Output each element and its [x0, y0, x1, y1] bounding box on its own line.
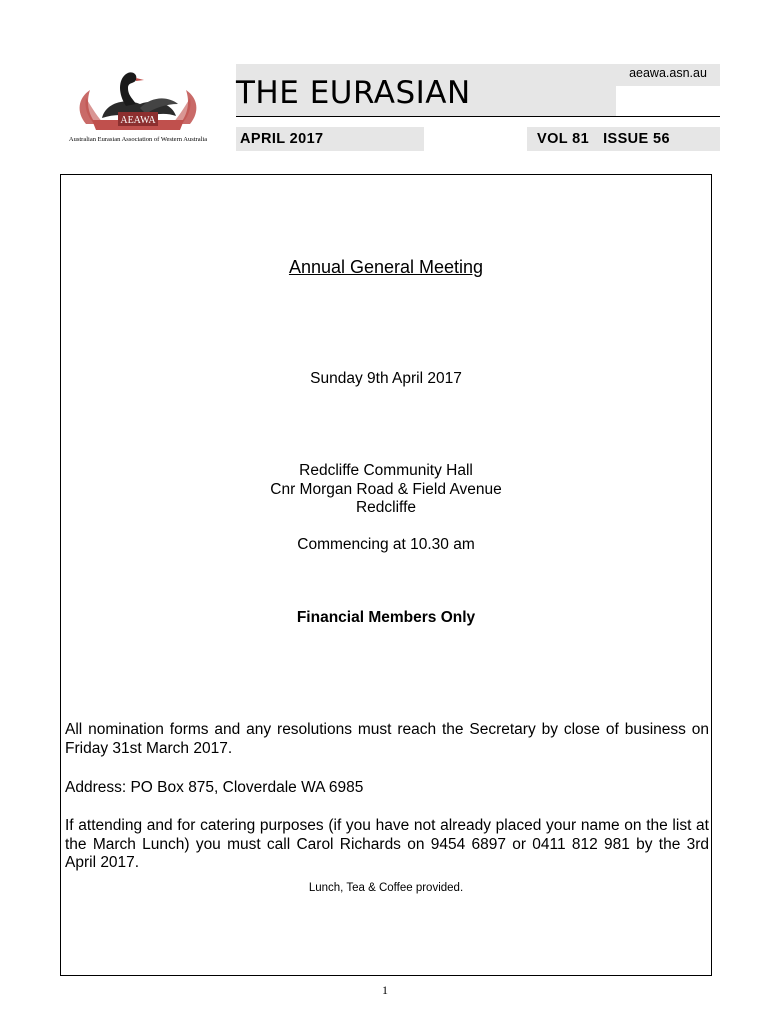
- logo-caption: Australian Eurasian Association of Western Australia: [68, 136, 208, 143]
- catering-provided-note: Lunch, Tea & Coffee provided.: [308, 882, 464, 894]
- newsletter-title: THE EURASIAN: [236, 75, 471, 111]
- agm-notice-box: [60, 174, 712, 976]
- start-time: Commencing at 10.30 am: [297, 536, 475, 553]
- logo-text: AEAWA: [120, 115, 156, 126]
- volume-number: VOL 81: [537, 131, 590, 147]
- venue-line: Cnr Morgan Road & Field Avenue: [270, 480, 502, 498]
- notice-heading: Annual General Meeting: [288, 257, 484, 277]
- black-swan-emblem-icon: [56, 68, 220, 138]
- nominations-paragraph: All nomination forms and any resolutions must reach the Secretary by close of business on Friday 31st March 2017.: [65, 721, 709, 757]
- volume-issue: [537, 131, 670, 147]
- venue-line: Redcliffe Community Hall: [299, 462, 473, 479]
- members-only-note: Financial Members Only: [296, 609, 476, 626]
- postal-address: Address: PO Box 875, Cloverdale WA 6985: [65, 779, 364, 796]
- website-link[interactable]: aeawa.asn.au: [629, 66, 707, 80]
- masthead-divider: [236, 116, 720, 117]
- issue-date: APRIL 2017: [240, 131, 324, 147]
- aeawa-logo: [56, 68, 220, 152]
- page-number: 1: [382, 983, 388, 997]
- venue-line: Redcliffe: [355, 499, 417, 516]
- meeting-venue: [61, 462, 711, 518]
- catering-paragraph: If attending and for catering purposes (if you have not already placed your name on the list at the March Lunch) you must call Carol Richards on 9454 6897 or 0411 812 981 by the 3rd April 2017.: [65, 817, 709, 871]
- meeting-date: Sunday 9th April 2017: [310, 370, 462, 387]
- issue-number: ISSUE 56: [603, 131, 670, 147]
